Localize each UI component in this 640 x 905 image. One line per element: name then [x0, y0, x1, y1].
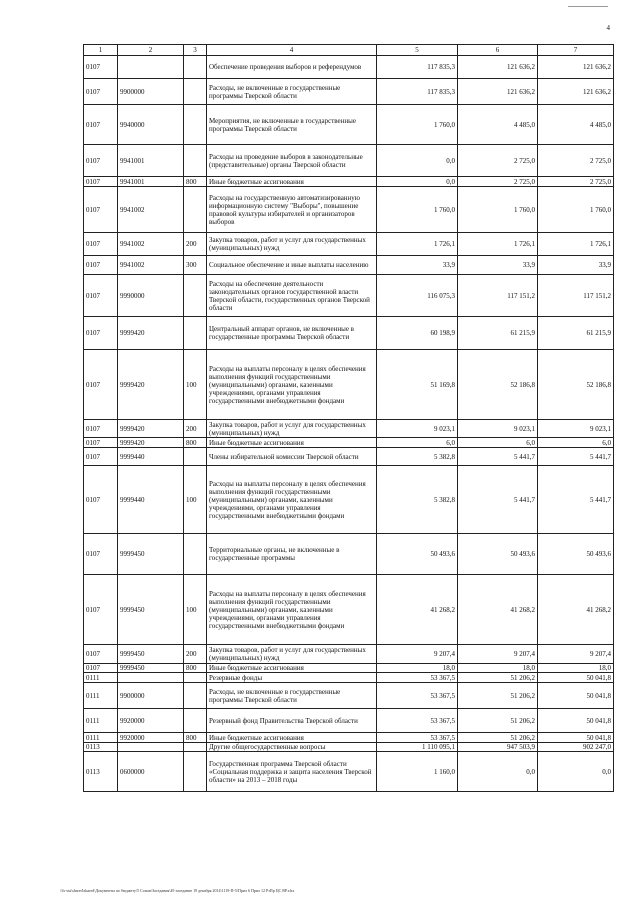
- target-article-code: 9999420: [118, 420, 184, 438]
- header-cell: 3: [184, 45, 207, 56]
- section-code: 0107: [84, 466, 118, 534]
- item-description: Расходы на выплаты персоналу в целях обеспечения выполнения функций государственными (муниципальными) органами, казенными учреждениями, органами управления государственными внебюджетными фондами: [207, 575, 377, 645]
- target-article-code: 9999450: [118, 645, 184, 664]
- expense-type-code: [184, 752, 207, 792]
- amount-2016: 117 151,2: [458, 275, 538, 317]
- target-article-code: 9941002: [118, 256, 184, 275]
- amount-2016: 52 186,8: [458, 350, 538, 420]
- amount-2016: 121 636,2: [458, 79, 538, 105]
- amount-2017: 6,0: [538, 438, 614, 448]
- page-number: 4: [606, 24, 610, 32]
- expense-type-code: [184, 317, 207, 350]
- expense-type-code: 300: [184, 256, 207, 275]
- section-code: 0107: [84, 177, 118, 187]
- item-description: Расходы на государственную автоматизированную информационную систему "Выборы", повышение правовой культуры избирателей и организаторов выборов: [207, 187, 377, 233]
- amount-2016: 0,0: [458, 752, 538, 792]
- section-code: 0107: [84, 575, 118, 645]
- amount-2015: 6,0: [377, 438, 458, 448]
- expense-type-code: [184, 105, 207, 145]
- table-row: [84, 448, 614, 466]
- table-row: [84, 145, 614, 177]
- target-article-code: 9990000: [118, 275, 184, 317]
- amount-2016: 61 215,9: [458, 317, 538, 350]
- amount-2016: 51 206,2: [458, 683, 538, 709]
- amount-2015: 1 760,0: [377, 187, 458, 233]
- expense-type-code: [184, 683, 207, 709]
- expense-type-code: [184, 275, 207, 317]
- expense-type-code: [184, 56, 207, 79]
- amount-2017: 52 186,8: [538, 350, 614, 420]
- amount-2015: 0,0: [377, 177, 458, 187]
- section-code: 0107: [84, 145, 118, 177]
- table-row: [84, 256, 614, 275]
- amount-2017: 5 441,7: [538, 466, 614, 534]
- target-article-code: 9999450: [118, 534, 184, 575]
- section-code: 0107: [84, 233, 118, 256]
- amount-2015: 9 023,1: [377, 420, 458, 438]
- amount-2017: 1 760,0: [538, 187, 614, 233]
- section-code: 0111: [84, 673, 118, 683]
- expense-type-code: [184, 79, 207, 105]
- expense-type-code: [184, 187, 207, 233]
- amount-2015: 5 382,8: [377, 466, 458, 534]
- amount-2015: 5 382,8: [377, 448, 458, 466]
- table-row: [84, 350, 614, 420]
- amount-2016: 947 503,9: [458, 743, 538, 752]
- expense-type-code: [184, 673, 207, 683]
- corner-mark: [568, 6, 608, 7]
- table-row: [84, 105, 614, 145]
- section-code: 0107: [84, 105, 118, 145]
- item-description: Закупка товаров, работ и услуг для государственных (муниципальных) нужд: [207, 420, 377, 438]
- amount-2016: 50 493,6: [458, 534, 538, 575]
- amount-2016: 2 725,0: [458, 145, 538, 177]
- amount-2016: 9 207,4: [458, 645, 538, 664]
- amount-2017: 121 636,2: [538, 79, 614, 105]
- section-code: 0113: [84, 752, 118, 792]
- amount-2015: 18,0: [377, 664, 458, 673]
- section-code: 0107: [84, 645, 118, 664]
- amount-2016: 1 760,0: [458, 187, 538, 233]
- target-article-code: 9941002: [118, 233, 184, 256]
- amount-2015: 117 835,3: [377, 79, 458, 105]
- table-row: [84, 683, 614, 709]
- amount-2017: 902 247,0: [538, 743, 614, 752]
- amount-2017: 61 215,9: [538, 317, 614, 350]
- table-row: [84, 56, 614, 79]
- amount-2015: 53 367,5: [377, 673, 458, 683]
- target-article-code: 9999420: [118, 350, 184, 420]
- item-description: Иные бюджетные ассигнования: [207, 733, 377, 743]
- table-row: [84, 645, 614, 664]
- amount-2015: 33,9: [377, 256, 458, 275]
- amount-2017: 50 041,8: [538, 673, 614, 683]
- header-cell: 6: [458, 45, 538, 56]
- amount-2016: 6,0: [458, 438, 538, 448]
- amount-2015: 1 726,1: [377, 233, 458, 256]
- target-article-code: 9999450: [118, 664, 184, 673]
- section-code: 0111: [84, 683, 118, 709]
- target-article-code: 9900000: [118, 683, 184, 709]
- item-description: Члены избирательной комиссии Тверской области: [207, 448, 377, 466]
- amount-2016: 9 023,1: [458, 420, 538, 438]
- amount-2017: 50 041,8: [538, 683, 614, 709]
- amount-2017: 9 023,1: [538, 420, 614, 438]
- table-row: [84, 733, 614, 743]
- expense-type-code: 800: [184, 438, 207, 448]
- amount-2016: 5 441,7: [458, 448, 538, 466]
- section-code: 0107: [84, 275, 118, 317]
- amount-2017: 2 725,0: [538, 145, 614, 177]
- item-description: Мероприятия, не включенные в государственные программы Тверской области: [207, 105, 377, 145]
- expense-type-code: 800: [184, 733, 207, 743]
- item-description: Другие общегосударственные вопросы: [207, 743, 377, 752]
- section-code: 0107: [84, 79, 118, 105]
- section-code: 0107: [84, 438, 118, 448]
- item-description: Государственная программа Тверской области «Социальная поддержка и защита населения Тверской области» на 2013 – 2018 годы: [207, 752, 377, 792]
- item-description: Расходы, не включенные в государственные программы Тверской области: [207, 683, 377, 709]
- amount-2015: 1 110 095,1: [377, 743, 458, 752]
- amount-2017: 117 151,2: [538, 275, 614, 317]
- amount-2015: 117 835,3: [377, 56, 458, 79]
- target-article-code: 9941001: [118, 177, 184, 187]
- item-description: Территориальные органы, не включенные в государственные программы: [207, 534, 377, 575]
- expense-type-code: [184, 709, 207, 733]
- expense-type-code: 800: [184, 664, 207, 673]
- target-article-code: 9920000: [118, 733, 184, 743]
- section-code: 0111: [84, 733, 118, 743]
- expense-type-code: 200: [184, 233, 207, 256]
- target-article-code: [118, 56, 184, 79]
- section-code: 0107: [84, 420, 118, 438]
- table-row: [84, 752, 614, 792]
- amount-2016: 2 725,0: [458, 177, 538, 187]
- file-path-footer: \\fs-ust\shared\shared\Документы по бюджету\5 Созыв\Заседания\49 заседание 19 декабря 2014\1119-П-5\Прил 6 Прил 12 РзПр ЦС ВР.xlsx: [60, 888, 295, 893]
- section-code: 0107: [84, 448, 118, 466]
- amount-2015: 53 367,5: [377, 709, 458, 733]
- section-code: 0107: [84, 56, 118, 79]
- item-description: Закупка товаров, работ и услуг для государственных (муниципальных) нужд: [207, 233, 377, 256]
- amount-2016: 1 726,1: [458, 233, 538, 256]
- item-description: Расходы на проведение выборов в законодательные (представительные) органы Тверской области: [207, 145, 377, 177]
- item-description: Иные бюджетные ассигнования: [207, 177, 377, 187]
- target-article-code: [118, 743, 184, 752]
- amount-2016: 33,9: [458, 256, 538, 275]
- amount-2015: 50 493,6: [377, 534, 458, 575]
- amount-2015: 9 207,4: [377, 645, 458, 664]
- table-row: [84, 673, 614, 683]
- section-code: 0107: [84, 187, 118, 233]
- target-article-code: 9999440: [118, 448, 184, 466]
- amount-2015: 41 268,2: [377, 575, 458, 645]
- header-cell: 7: [538, 45, 614, 56]
- table-row: [84, 420, 614, 438]
- section-code: 0107: [84, 256, 118, 275]
- table-row: [84, 233, 614, 256]
- target-article-code: 9941002: [118, 187, 184, 233]
- item-description: Расходы на обеспечение деятельности законодательных органов государственной власти Тверской области, государственных органов Тверской области: [207, 275, 377, 317]
- table-row: [84, 177, 614, 187]
- amount-2017: 50 493,6: [538, 534, 614, 575]
- section-code: 0113: [84, 743, 118, 752]
- amount-2016: 41 268,2: [458, 575, 538, 645]
- header-cell: 1: [84, 45, 118, 56]
- item-description: Расходы на выплаты персоналу в целях обеспечения выполнения функций государственными (муниципальными) органами, казенными учреждениями, органами управления государственными внебюджетными фондами: [207, 350, 377, 420]
- target-article-code: 0600000: [118, 752, 184, 792]
- amount-2017: 1 726,1: [538, 233, 614, 256]
- amount-2017: 2 725,0: [538, 177, 614, 187]
- amount-2017: 5 441,7: [538, 448, 614, 466]
- target-article-code: 9999450: [118, 575, 184, 645]
- amount-2015: 53 367,5: [377, 733, 458, 743]
- amount-2016: 51 206,2: [458, 733, 538, 743]
- amount-2016: 51 206,2: [458, 673, 538, 683]
- header-cell: 5: [377, 45, 458, 56]
- target-article-code: 9940000: [118, 105, 184, 145]
- amount-2017: 50 041,8: [538, 709, 614, 733]
- section-code: 0107: [84, 534, 118, 575]
- table-row: [84, 275, 614, 317]
- amount-2015: 1 760,0: [377, 105, 458, 145]
- target-article-code: 9999440: [118, 466, 184, 534]
- table-row: [84, 438, 614, 448]
- amount-2015: 1 160,0: [377, 752, 458, 792]
- table-row: [84, 466, 614, 534]
- amount-2017: 41 268,2: [538, 575, 614, 645]
- item-description: Центральный аппарат органов, не включенные в государственные программы Тверской области: [207, 317, 377, 350]
- expense-type-code: [184, 534, 207, 575]
- section-code: 0111: [84, 709, 118, 733]
- item-description: Обеспечение проведения выборов и референдумов: [207, 56, 377, 79]
- item-description: Иные бюджетные ассигнования: [207, 664, 377, 673]
- target-article-code: 9941001: [118, 145, 184, 177]
- table-row: [84, 534, 614, 575]
- amount-2016: 18,0: [458, 664, 538, 673]
- table-row: [84, 664, 614, 673]
- header-cell: 4: [207, 45, 377, 56]
- amount-2016: 5 441,7: [458, 466, 538, 534]
- amount-2015: 0,0: [377, 145, 458, 177]
- section-code: 0107: [84, 350, 118, 420]
- expense-type-code: 100: [184, 350, 207, 420]
- amount-2017: 0,0: [538, 752, 614, 792]
- item-description: Иные бюджетные ассигнования: [207, 438, 377, 448]
- target-article-code: [118, 673, 184, 683]
- target-article-code: 9920000: [118, 709, 184, 733]
- item-description: Расходы, не включенные в государственные программы Тверской области: [207, 79, 377, 105]
- table-row: [84, 709, 614, 733]
- expense-type-code: 800: [184, 177, 207, 187]
- budget-table: [83, 44, 614, 792]
- amount-2017: 4 485,0: [538, 105, 614, 145]
- header-cell: 2: [118, 45, 184, 56]
- header-row: [84, 45, 614, 56]
- expense-type-code: [184, 145, 207, 177]
- item-description: Резервные фонды: [207, 673, 377, 683]
- expense-type-code: [184, 743, 207, 752]
- table-row: [84, 187, 614, 233]
- table-row: [84, 317, 614, 350]
- section-code: 0107: [84, 664, 118, 673]
- amount-2017: 50 041,8: [538, 733, 614, 743]
- amount-2015: 51 169,8: [377, 350, 458, 420]
- amount-2017: 33,9: [538, 256, 614, 275]
- item-description: Расходы на выплаты персоналу в целях обеспечения выполнения функций государственными (муниципальными) органами, казенными учреждениями, органами управления государственными внебюджетными фондами: [207, 466, 377, 534]
- table-row: [84, 575, 614, 645]
- expense-type-code: 200: [184, 645, 207, 664]
- amount-2017: 18,0: [538, 664, 614, 673]
- amount-2017: 9 207,4: [538, 645, 614, 664]
- target-article-code: 9999420: [118, 438, 184, 448]
- amount-2016: 121 636,2: [458, 56, 538, 79]
- table-row: [84, 743, 614, 752]
- section-code: 0107: [84, 317, 118, 350]
- target-article-code: 9999420: [118, 317, 184, 350]
- amount-2016: 4 485,0: [458, 105, 538, 145]
- amount-2015: 60 198,9: [377, 317, 458, 350]
- expense-type-code: 200: [184, 420, 207, 438]
- amount-2017: 121 636,2: [538, 56, 614, 79]
- amount-2016: 51 206,2: [458, 709, 538, 733]
- expense-type-code: 100: [184, 575, 207, 645]
- expense-type-code: 100: [184, 466, 207, 534]
- item-description: Социальное обеспечение и иные выплаты населению: [207, 256, 377, 275]
- amount-2015: 116 075,3: [377, 275, 458, 317]
- amount-2015: 53 367,5: [377, 683, 458, 709]
- item-description: Резервный фонд Правительства Тверской области: [207, 709, 377, 733]
- table-row: [84, 79, 614, 105]
- item-description: Закупка товаров, работ и услуг для государственных (муниципальных) нужд: [207, 645, 377, 664]
- target-article-code: 9900000: [118, 79, 184, 105]
- expense-type-code: [184, 448, 207, 466]
